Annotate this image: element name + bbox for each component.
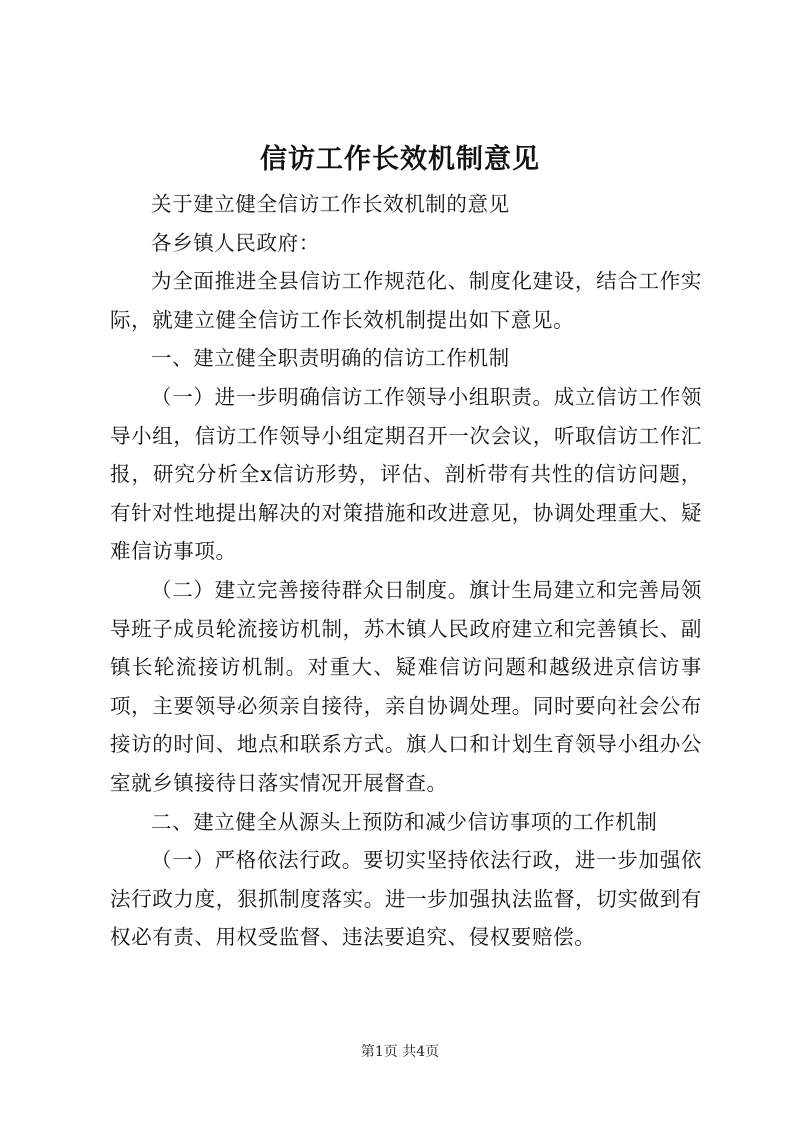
paragraph-2-1: （一）严格依法行政。要切实坚持依法行政，进一步加强依法行政力度，狠抓制度落实。进一步加强执法监督，切实做到有权必有责、用权受监督、违法要追究、侵权要赔偿。 bbox=[110, 848, 702, 950]
paragraph-addressee: 各乡镇人民政府： bbox=[151, 230, 320, 255]
document-title: 信访工作长效机制意见 bbox=[260, 144, 540, 175]
paragraph-1-1: （一）进一步明确信访工作领导小组职责。成立信访工作领导小组，信访工作领导小组定期召开一次会议，听取信访工作汇报，研究分析全x信访形势，评估、剖析带有共性的信访问题，有针对性地提出解决的对策措施和改进意见，协调处理重大、疑难信访事项。 bbox=[110, 384, 702, 564]
section-heading-1: 一、建立健全职责明确的信访工作机制 bbox=[151, 346, 510, 371]
paragraph-1-2: （二）建立完善接待群众日制度。旗计生局建立和完善局领导班子成员轮流接访机制，苏木镇人民政府建立和完善镇长、副镇长轮流接访机制。对重大、疑难信访问题和越级进京信访事项，主要领导必须亲自接待，亲自协调处理。同时要向社会公布接访的时间、地点和联系方式。旗人口和计划生育领导小组办公室就乡镇接待日落实情况开展督查。 bbox=[110, 577, 702, 795]
page-footer: 第1页 共4页 bbox=[360, 1044, 440, 1060]
section-heading-2: 二、建立健全从源头上预防和减少信访事项的工作机制 bbox=[151, 809, 658, 834]
paragraph-intro: 为全面推进全县信访工作规范化、制度化建设，结合工作实际，就建立健全信访工作长效机制提出如下意见。 bbox=[110, 269, 702, 332]
document-body bbox=[110, 185, 702, 957]
paragraph-subject: 关于建立健全信访工作长效机制的意见 bbox=[151, 192, 510, 216]
